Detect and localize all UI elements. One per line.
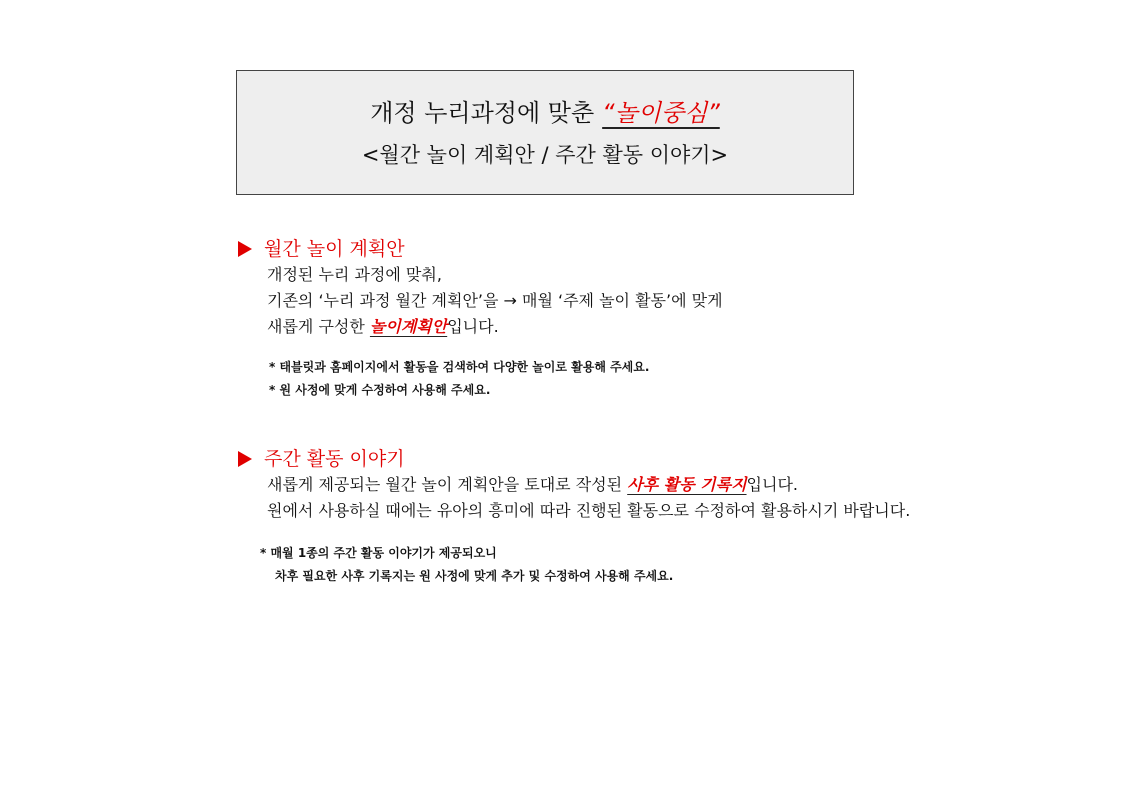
- activity-record-emphasis: 사후 활동 기록지: [627, 475, 747, 494]
- body-text-suffix: 입니다.: [447, 317, 499, 336]
- section-heading-label: 월간 놀이 계획안: [264, 238, 405, 260]
- body-text-prefix: 새롭게 구성한: [267, 317, 370, 336]
- note-item: * 매월 1종의 주간 활동 이야기가 제공되오니: [260, 546, 497, 560]
- main-title: [237, 95, 853, 131]
- body-line: 기존의 ‘누리 과정 월간 계획안’을 → 매월 ‘주제 놀이 활동’에 맞게: [267, 291, 723, 310]
- note-item: 차후 필요한 사후 기록지는 원 사정에 맞게 추가 및 수정하여 사용해 주세요.: [275, 569, 674, 583]
- body-text-suffix: 입니다.: [746, 475, 798, 494]
- body-line: 개정된 누리 과정에 맞춰,: [267, 265, 442, 284]
- right-triangle-icon: [238, 241, 252, 257]
- body-text-prefix: 새롭게 제공되는 월간 놀이 계획안을 토대로 작성된: [267, 475, 628, 494]
- section-heading: [238, 446, 910, 472]
- note-item: * 태블릿과 홈페이지에서 활동을 검색하여 다양한 놀이로 활용해 주세요.: [269, 360, 650, 374]
- body-line: [267, 472, 910, 498]
- body-line: [267, 314, 723, 340]
- body-line: 원에서 사용하실 때에는 유아의 흥미에 따라 진행된 활동으로 수정하여 활용하시기 바랍니다.: [267, 501, 911, 520]
- right-triangle-icon: [238, 451, 252, 467]
- subtitle: <월간 놀이 계획안 / 주간 활동 이야기>: [361, 143, 729, 167]
- main-title-emphasis: “놀이중심”: [602, 99, 720, 127]
- note-item: * 원 사정에 맞게 수정하여 사용해 주세요.: [269, 383, 491, 397]
- section-weekly-story: [238, 446, 910, 588]
- section-heading-label: 주간 활동 이야기: [264, 448, 405, 470]
- section-heading: [238, 236, 723, 262]
- play-plan-emphasis: 놀이계획안: [369, 317, 448, 336]
- notes-list: [260, 542, 910, 588]
- section-monthly-plan: [238, 236, 723, 402]
- notes-list: [269, 356, 723, 402]
- main-title-prefix: 개정 누리과정에 맞춘: [370, 99, 595, 127]
- title-box: [236, 70, 854, 195]
